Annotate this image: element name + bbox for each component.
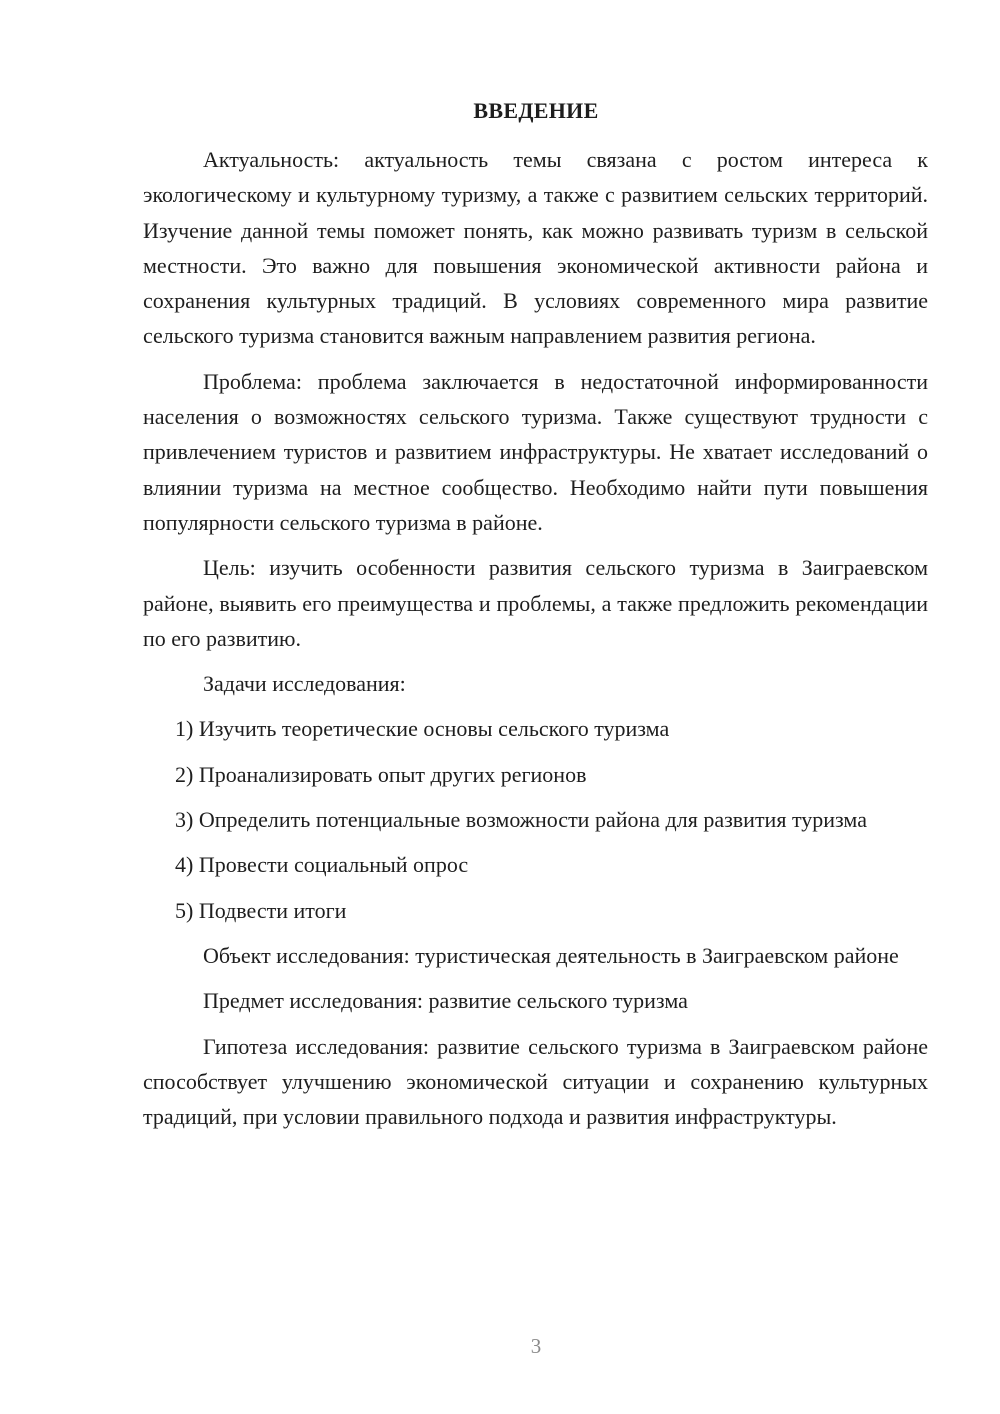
paragraph-subject: Предмет исследования: развитие сельского туризма	[203, 988, 688, 1014]
paragraph-goal: Цель: изучить особенности развития сельского туризма в Заиграевском районе, выявить его преимущества и проблемы, а также предложить рекомендации по его развитию.	[143, 555, 928, 651]
paragraph-object: Объект исследования: туристическая деятельность в Заиграевском районе	[203, 942, 899, 968]
task-item-1: 1) Изучить теоретические основы сельского туризма	[175, 716, 670, 742]
task-item-3: 3) Определить потенциальные возможности района для развития туризма	[175, 807, 867, 833]
task-item-5: 5) Подвести итоги	[175, 897, 347, 923]
page-title: ВВЕДЕНИЕ	[473, 98, 599, 123]
paragraph-problem: Проблема: проблема заключается в недостаточной информированности населения о возможностях сельского туризма. Также существуют трудности с привлечением туристов и развитием инфраструктуры. Не хватает исследований о влиянии туризма на местное сообщество. Необходимо найти пути повышения популярности сельского туризма в районе.	[143, 368, 928, 535]
page-number: 3	[530, 1334, 542, 1358]
paragraph-relevance: Актуальность: актуальность темы связана с ростом интереса к экологическому и культурному туризму, а также с развитием сельских территорий. Изучение данной темы поможет понять, как можно развивать туризм в сельской местности. Это важно для повышения экономической активности района и сохранения культурных традиций. В условиях современного мира развитие сельского туризма становится важным направлением развития региона.	[143, 147, 928, 349]
paragraph-tasks-heading: Задачи исследования:	[203, 671, 406, 697]
document-body	[143, 142, 928, 1144]
task-item-2: 2) Проанализировать опыт других регионов	[175, 761, 587, 787]
task-item-4: 4) Провести социальный опрос	[175, 852, 469, 878]
paragraph-hypothesis: Гипотеза исследования: развитие сельского туризма в Заиграевском районе способствует улучшению экономической ситуации и сохранению культурных традиций, при условии правильного подхода и развития инфраструктуры.	[143, 1033, 928, 1130]
